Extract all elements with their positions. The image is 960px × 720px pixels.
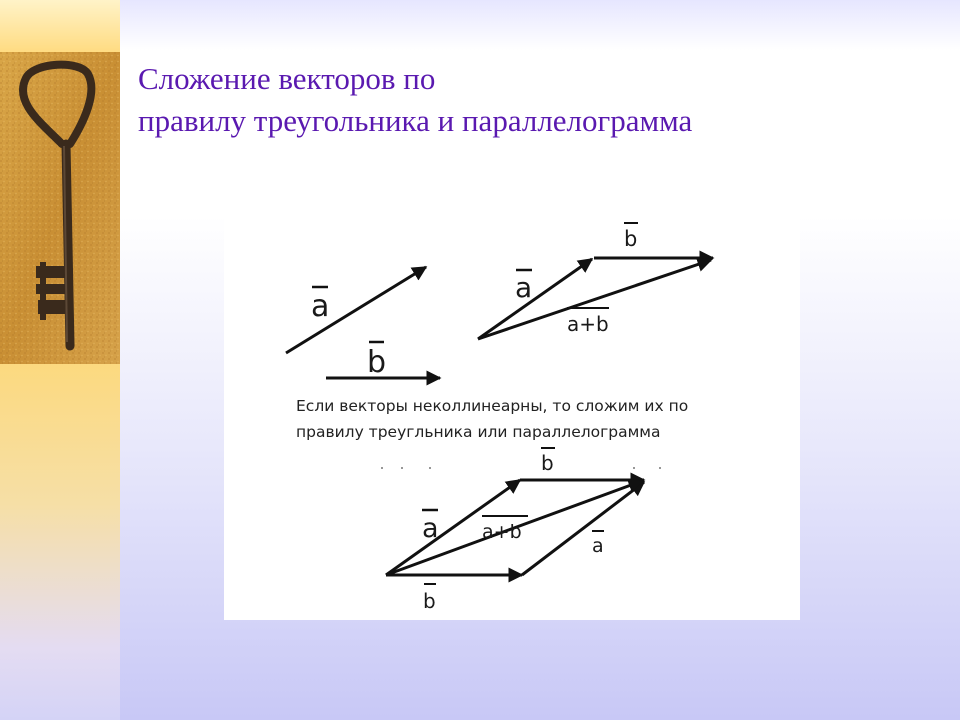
vector-addition-figure — [224, 206, 800, 620]
title-line-1: Сложение векторов по — [138, 61, 436, 96]
key-photo — [0, 52, 120, 364]
label-b-triangle: b — [624, 227, 638, 251]
vector-a-free — [286, 267, 426, 353]
slide-title — [138, 58, 692, 142]
label-a-left: a — [422, 513, 439, 544]
label-a-right: a — [592, 535, 604, 557]
label-a-free: a — [311, 289, 330, 324]
vector-diagram — [224, 206, 800, 620]
title-line-2: правилу треугольника и параллелограмма — [138, 103, 693, 138]
label-sum-triangle: a+b — [567, 312, 609, 336]
triangle-rule-group — [478, 223, 713, 339]
label-a-triangle: a — [515, 271, 533, 304]
free-vectors-group — [286, 267, 440, 380]
parallelogram-rule-group — [386, 448, 644, 613]
label-b-bottom: b — [423, 589, 436, 613]
label-b-free: b — [367, 345, 387, 380]
label-sum-parallelogram: a+b — [482, 521, 522, 543]
label-b-top: b — [541, 451, 554, 475]
caption-line-1: Если векторы неколлинеарны, то сложим их по — [296, 397, 689, 415]
parallelogram-vector-a-right — [522, 482, 644, 575]
scan-specks — [381, 467, 661, 469]
caption-line-2: правилу треугльника или параллелограмма — [296, 423, 661, 441]
